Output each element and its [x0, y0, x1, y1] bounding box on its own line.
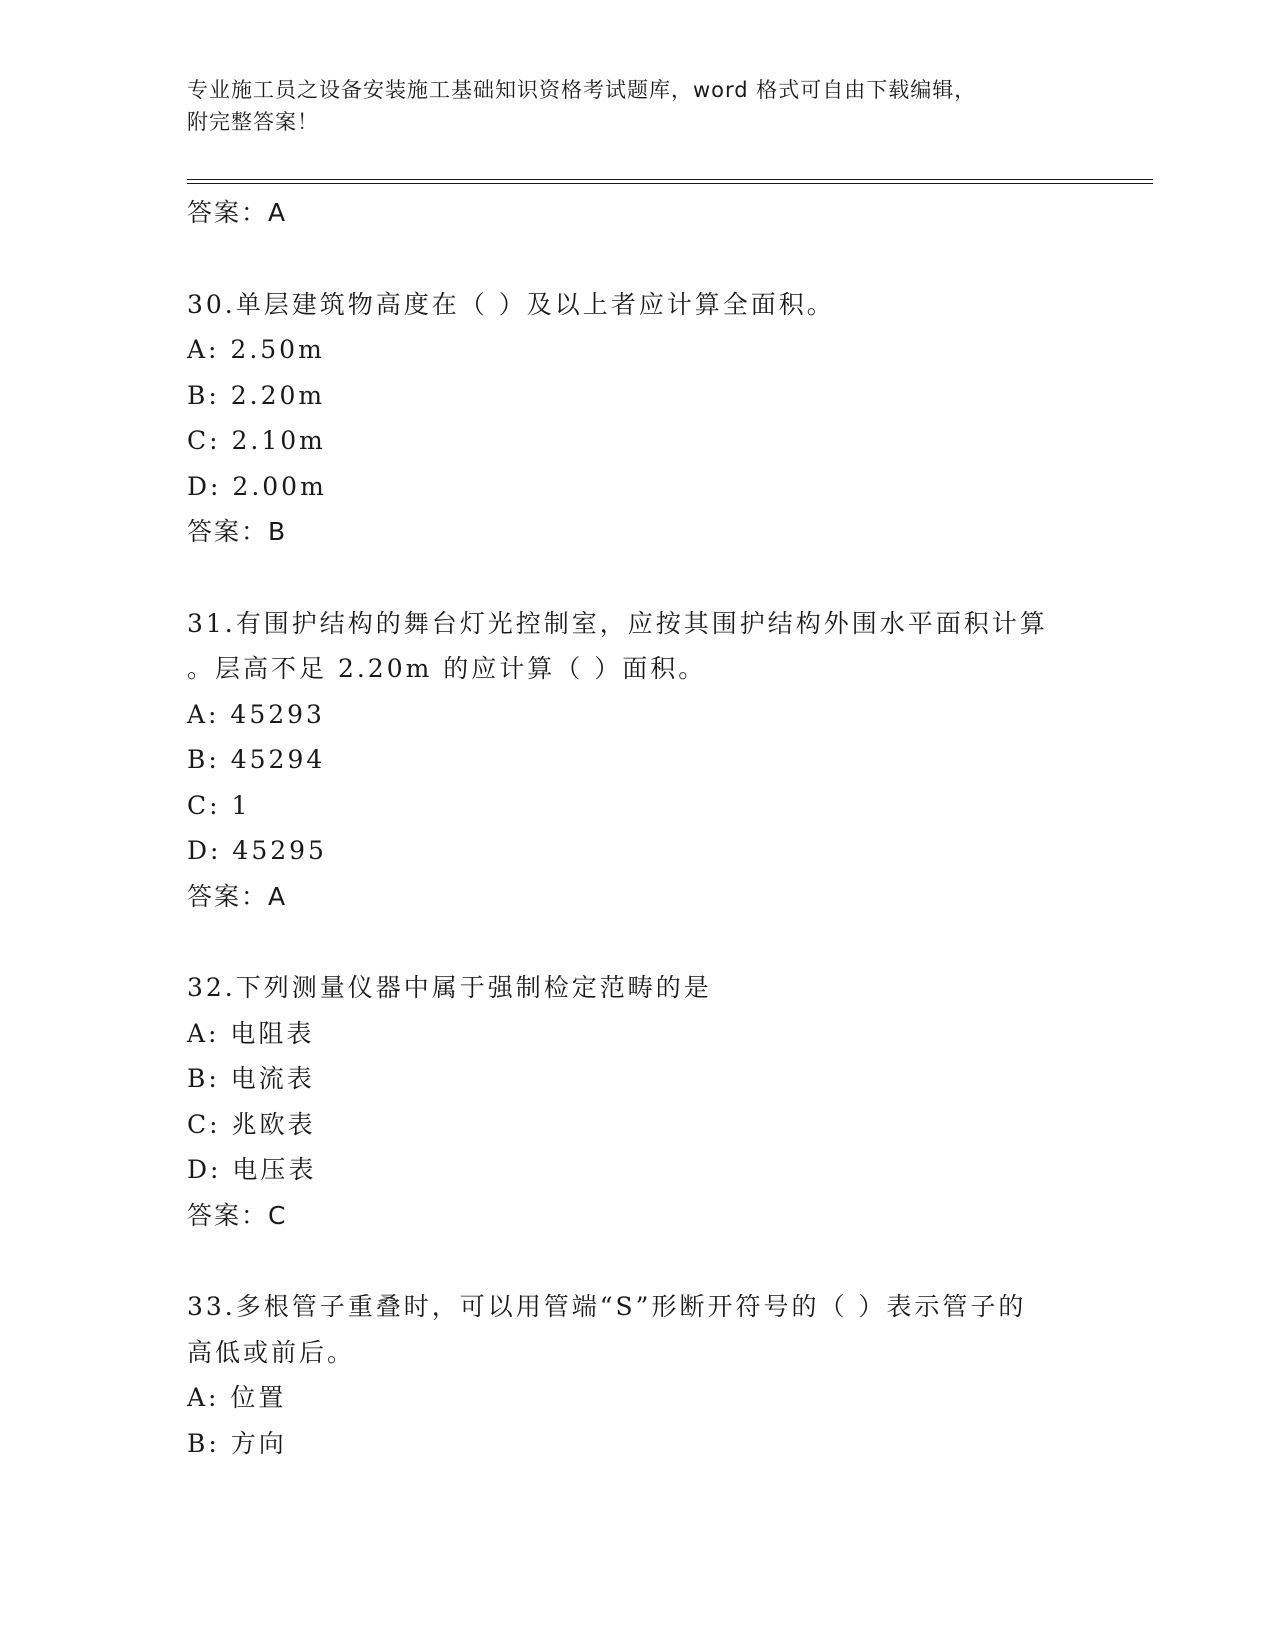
- option-d: D: 电压表: [187, 1155, 317, 1184]
- header-line-2: 附完整答案！: [187, 110, 319, 134]
- question-stem-line-2: 高低或前后。: [187, 1337, 356, 1367]
- option-c: C: 兆欧表: [187, 1109, 316, 1139]
- question-stem-line-1: 33.多根管子重叠时，可以用管端“S”形断开符号的（ ）表示管子的: [187, 1292, 1027, 1321]
- document-header: [187, 74, 1087, 138]
- spacer: [187, 1238, 1127, 1284]
- question-32: [187, 965, 1127, 1238]
- option-d: D: 45295: [187, 836, 327, 865]
- question-30: [187, 282, 1127, 555]
- question-33: [187, 1284, 1127, 1466]
- option-d: D: 2.00m: [187, 471, 327, 501]
- option-a: A: 2.50m: [187, 335, 325, 364]
- option-a: A: 45293: [187, 699, 325, 729]
- header-line-1: 专业施工员之设备安装施工基础知识资格考试题库，word 格式可自由下载编辑，: [187, 78, 977, 102]
- spacer: [187, 555, 1127, 601]
- option-b: B: 45294: [187, 745, 326, 774]
- question-31: [187, 601, 1127, 920]
- option-c: C: 2.10m: [187, 426, 326, 455]
- spacer: [187, 919, 1127, 965]
- spacer: [187, 236, 1127, 282]
- header-rule-top: [187, 179, 1153, 180]
- header-rule-bottom: [187, 183, 1153, 184]
- option-b: B: 方向: [187, 1428, 287, 1458]
- option-c: C: 1: [187, 790, 251, 820]
- answer: 答案：C: [187, 1200, 288, 1230]
- option-a: A: 电阻表: [187, 1018, 315, 1048]
- answer: 答案：A: [187, 881, 288, 911]
- previous-answer: 答案：A: [187, 198, 288, 227]
- question-stem: 30.单层建筑物高度在（ ）及以上者应计算全面积。: [187, 289, 835, 319]
- question-stem-line-2: 。层高不足 2.20m 的应计算（ ）面积。: [187, 654, 707, 683]
- question-stem-line-1: 31.有围护结构的舞台灯光控制室，应按其围护结构外围水平面积计算: [187, 608, 1048, 638]
- question-stem: 32.下列测量仪器中属于强制检定范畴的是: [187, 973, 712, 1002]
- option-a: A: 位置: [187, 1383, 287, 1412]
- question-list: [187, 190, 1127, 1466]
- option-b: B: 2.20m: [187, 380, 326, 410]
- answer: 答案：B: [187, 517, 288, 546]
- option-b: B: 电流表: [187, 1064, 315, 1093]
